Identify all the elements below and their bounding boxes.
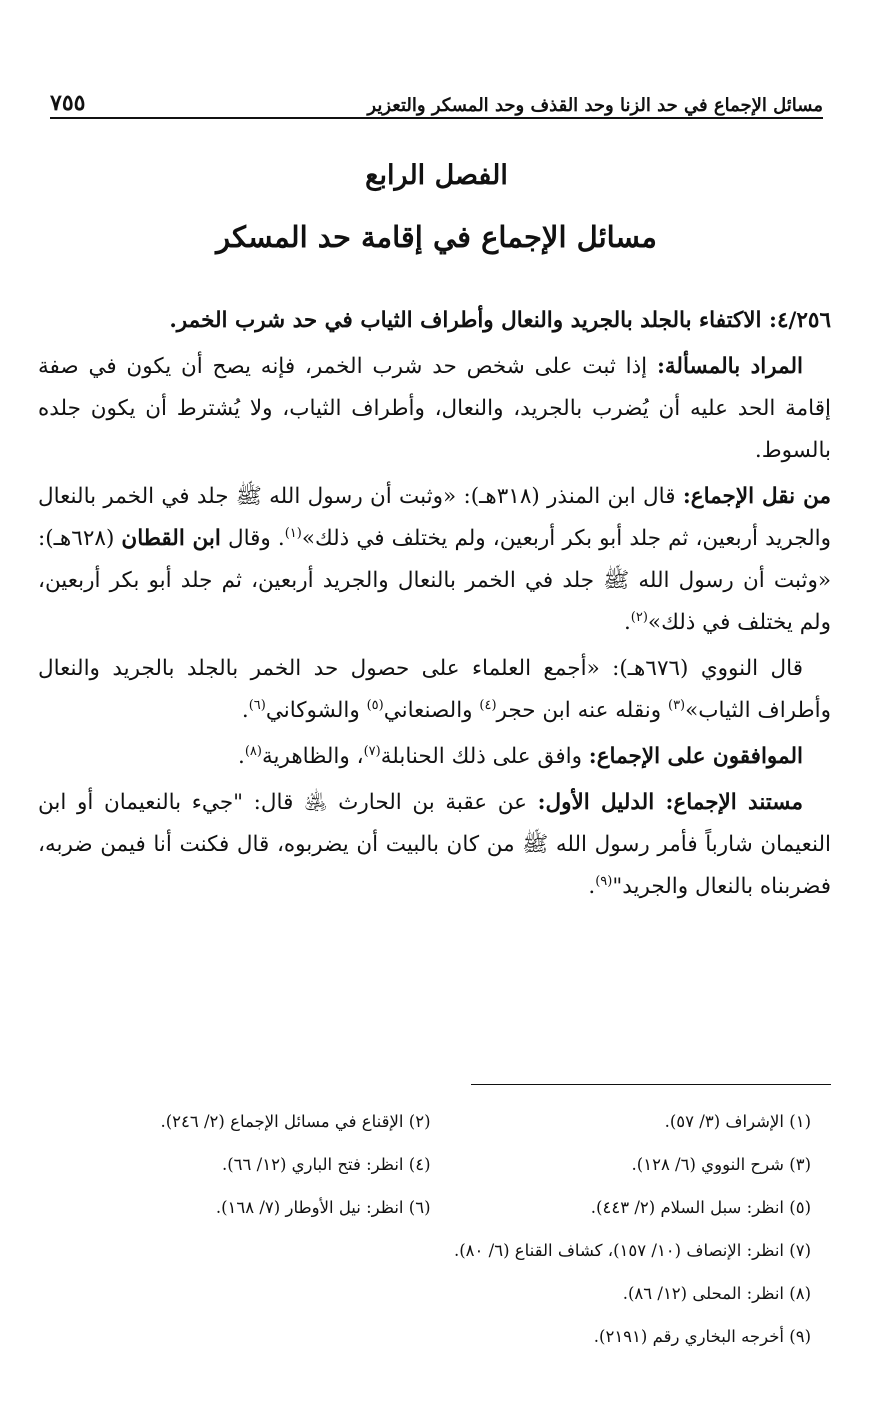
nawawi-text-4: والشوكاني [265,698,367,723]
transmission-lead: من نقل الإجماع: [682,484,831,509]
footnotes [50,1100,811,1358]
body-text [38,300,831,912]
footnote-ref-9: (٩) [595,873,613,889]
issue-heading: ٤/٢٥٦: الاكتفاء بالجلد بالجريد والنعال وأطراف الثياب في حد شرب الخمر. [169,308,831,333]
footnote-ref-7: (٧) [363,743,381,759]
footnote-row [50,1229,811,1272]
footnote-ref-3: (٣) [667,697,686,713]
basis-lead: مستند الإجماع: الدليل الأول: [537,790,803,815]
agreement-paragraph [38,736,831,778]
agreement-text-2: ، والظاهرية [261,744,364,769]
transmission-end: . [623,610,631,635]
footnote-row [50,1186,811,1229]
footnote-6: (٦) انظر: نيل الأوطار (٧/ ١٦٨). [215,1198,431,1217]
footnote-rule [471,1084,831,1085]
running-header [50,82,823,116]
transmission-text-1: قال ابن المنذر (٣١٨هـ): «وثبت أن رسول الله ﷺ جلد في الخمر بالنعال والجريد أربعين، ثم جلد أبو بكر أربعين، ولم يختلف في ذلك» [38,484,831,551]
agreement-lead: الموافقون على الإجماع: [588,744,803,769]
footnote-2: (٢) الإقناع في مسائل الإجماع (٢/ ٢٤٦). [160,1112,431,1131]
nawawi-text-1: قال النووي (٦٧٦هـ): «أجمع العلماء على حصول حد الخمر بالجلد بالجريد والنعال وأطراف الثياب» [38,656,831,723]
footnote-row [50,1143,811,1186]
page-number: ٧٥٥ [50,90,86,116]
nawawi-text-2: ونقله عنه ابن حجر [496,698,668,723]
transmission-text-2: . وقال [220,526,285,551]
footnote-1: (١) الإشراف (٣/ ٥٧). [664,1112,811,1131]
footnote-7: (٧) انظر: الإنصاف (١٠/ ١٥٧)، كشاف القناع (٦/ ٨٠). [453,1241,811,1260]
footnote-ref-4: (٤) [479,697,497,713]
transmission-text-3: (٦٢٨هـ): «وثبت أن رسول الله ﷺ جلد في الخمر بالنعال والجريد أربعين، ثم جلد أبو بكر أربعين، ولم يختلف في ذلك» [38,526,831,635]
basis-text: عن عقبة بن الحارث ﵁ قال: "جيء بالنعيمان أو ابن النعيمان شارباً فأمر رسول الله ﷺ من كان بالبيت أن يضربوه، قال فكنت أنا فيمن ضربه، فضربناه بالنعال والجريد" [38,790,831,899]
header-rule [50,117,823,119]
ibn-qattan-name: ابن القطان [121,526,221,551]
footnote-row [50,1272,811,1315]
footnote-ref-1: (١) [284,525,302,541]
footnote-row [50,1315,811,1358]
basis-paragraph [38,782,831,908]
agreement-end: . [237,744,245,769]
running-title: مسائل الإجماع في حد الزنا وحد القذف وحد المسكر والتعزير [367,95,823,116]
footnote-4: (٤) انظر: فتح الباري (١٢/ ٦٦). [221,1155,431,1174]
agreement-text-1: وافق على ذلك الحنابلة [380,744,589,769]
nawawi-end: . [241,698,249,723]
footnote-3: (٣) شرح النووي (٦/ ١٢٨). [631,1155,811,1174]
basis-end: . [588,874,596,899]
nawawi-text-3: والصنعاني [383,698,480,723]
footnote-ref-2: (٢) [630,609,648,625]
footnote-ref-6: (٦) [248,697,266,713]
nawawi-paragraph [38,648,831,732]
meaning-lead: المراد بالمسألة: [656,354,803,379]
chapter-label: الفصل الرابع [365,160,508,191]
footnote-5: (٥) انظر: سبل السلام (٢/ ٤٤٣). [590,1198,811,1217]
chapter-title: مسائل الإجماع في إقامة حد المسكر [216,220,657,254]
footnote-9: (٩) أخرجه البخاري رقم (٢١٩١). [593,1327,811,1346]
footnote-ref-5: (٥) [366,697,384,713]
transmission-paragraph [38,476,831,644]
meaning-text: إذا ثبت على شخص حد شرب الخمر، فإنه يصح أن يكون في صفة إقامة الحد عليه أن يُضرب بالجريد، والنعال، وأطراف الثياب، ولا يُشترط أن يكون جلده بالسوط. [38,354,831,463]
footnote-ref-8: (٨) [244,743,262,759]
footnote-row [50,1100,811,1143]
meaning-paragraph [38,346,831,472]
footnote-8: (٨) انظر: المحلى (١٢/ ٨٦). [622,1284,811,1303]
